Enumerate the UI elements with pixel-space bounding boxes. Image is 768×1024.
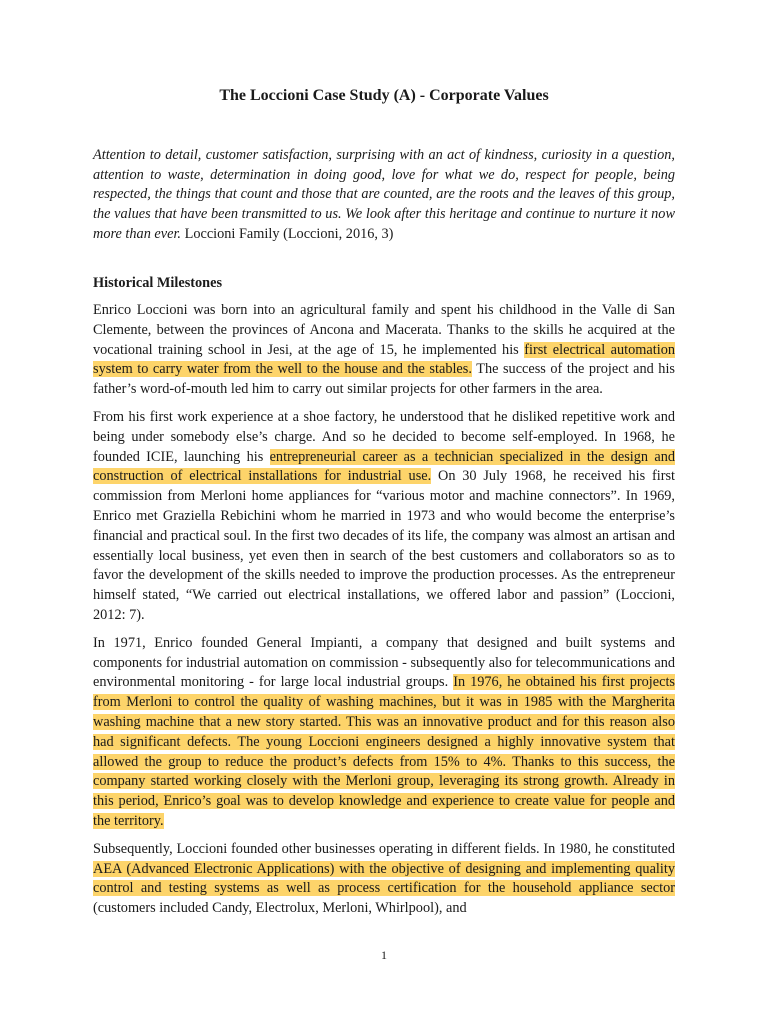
section-heading: Historical Milestones bbox=[93, 275, 223, 291]
opening-quote bbox=[93, 146, 675, 245]
paragraph-text: The success of the project and his father’s word-of-mouth led him to carry out similar projects for other farmers in the area. bbox=[93, 361, 675, 398]
highlighted-text: first electrical automation system to carry water from the well to the house and the stables. bbox=[93, 341, 675, 378]
paragraph bbox=[93, 634, 675, 832]
highlighted-text: In 1976, he obtained his first projects from Merloni to control the quality of washing machines, but it was in 1985 with the Margherita washing machine that a new story started. This was an innovative product and for this reason also had significant defects. The young Loccioni engineers designed a highly innovative system that allowed the group to reduce the product’s defects from 15% to 4%. Thanks to this success, the company started working closely with the Merloni group, leveraging its strong growth. Already in this period, Enrico’s goal was to develop knowledge and experience to create value for people and the territory. bbox=[93, 674, 675, 829]
quote-attribution: Loccioni Family (Loccioni, 2016, 3) bbox=[184, 225, 394, 242]
paragraph-text: In 1971, Enrico founded General Impianti, a company that designed and built systems and components for industrial automation on commission - subsequently also for telecommunications and environmental monitoring - for large local industrial groups. bbox=[93, 634, 675, 691]
paragraph-text: Subsequently, Loccioni founded other businesses operating in different fields. In 1980, he constituted bbox=[93, 840, 675, 857]
paragraph-text: From his first work experience at a shoe factory, he understood that he disliked repetitive work and being under somebody else’s charge. And so he decided to become self-employed. In 1968, he founded ICIE, launching his bbox=[93, 408, 675, 465]
paragraph bbox=[93, 408, 675, 626]
highlighted-text: entrepreneurial career as a technician specialized in the design and construction of electrical installations for industrial use. bbox=[93, 448, 675, 485]
paragraph-text: Enrico Loccioni was born into an agricultural family and spent his childhood in the Valle di San Clemente, between the provinces of Ancona and Macerata. Thanks to the skills he acquired at the vocational training school in Jesi, at the age of 15, he implemented his bbox=[93, 302, 675, 358]
paragraph bbox=[93, 840, 675, 919]
paragraph-text: On 30 July 1968, he received his first commission from Merloni home appliances for “various motor and machine connectors”. In 1969, Enrico met Graziella Rebichini whom he married in 1973 and who would become the enterprise’s financial and practical soul. In the first two decades of its life, the company was almost an artisan and essentially local business, yet even then in search of the best customers and collaborators so as to favor the development of the skills needed to improve the production processes. As the entrepreneur himself stated, “We carried out electrical installations, we offered labor and passion” (Loccioni, 2012: 7). bbox=[93, 468, 675, 623]
page-title: The Loccioni Case Study (A) - Corporate Values bbox=[219, 87, 549, 104]
page-number: 1 bbox=[381, 948, 387, 962]
quote-text: Attention to detail, customer satisfaction, surprising with an act of kindness, curiosity in a question, attention to waste, determination in doing good, love for what we do, respect for people, being respected, the things that count and those that are counted, are the roots and the leaves of this group, the values that have been transmitted to us. We look after this heritage and continue to nurture it now more than ever. bbox=[93, 147, 675, 242]
highlighted-text: AEA (Advanced Electronic Applications) with the objective of designing and implementing quality control and testing systems as well as process certification for the household appliance sector bbox=[93, 860, 675, 897]
paragraph-text: (customers included Candy, Electrolux, Merloni, Whirlpool), and bbox=[93, 900, 467, 917]
paragraph bbox=[93, 301, 675, 400]
body-text bbox=[93, 301, 675, 927]
